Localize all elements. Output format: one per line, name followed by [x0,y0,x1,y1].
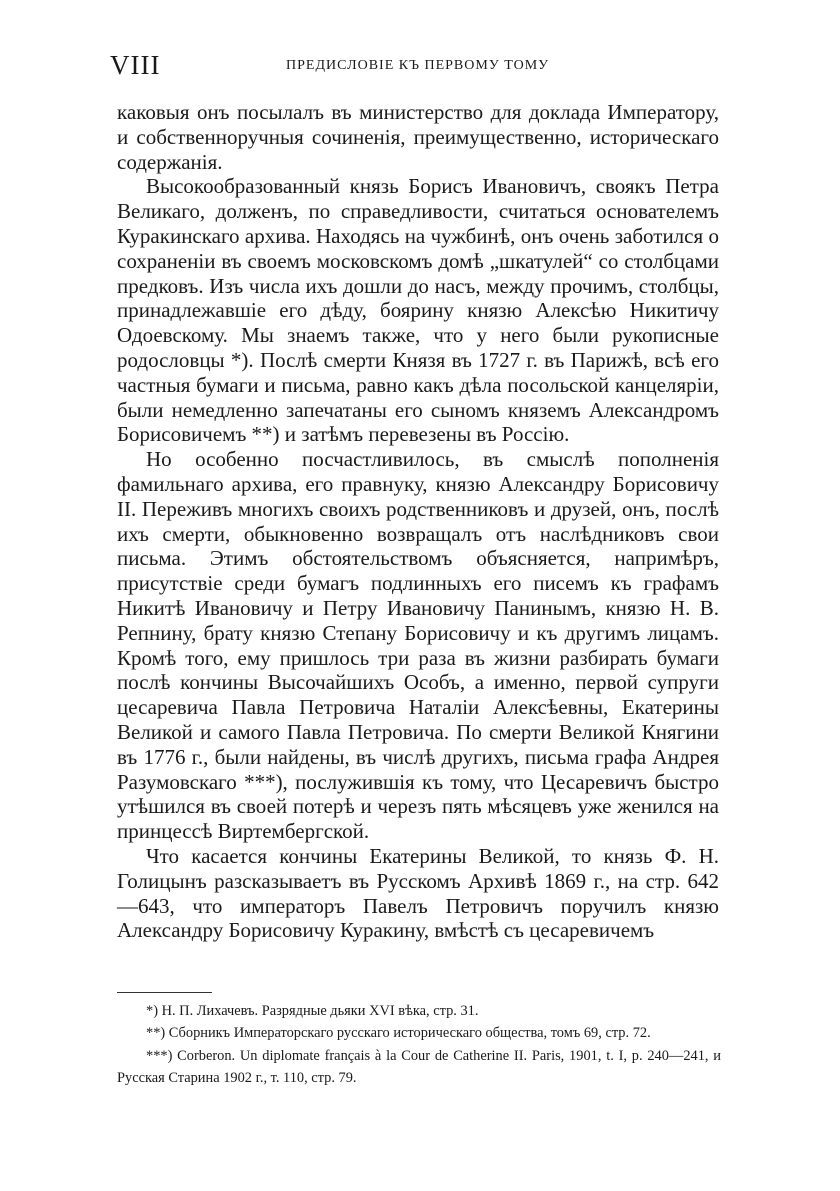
paragraph-1: каковыя онъ посылалъ въ министерство для доклада Императору, и собственноручныя сочиненія, преимущественно, историческаго содержанія. [117,100,719,174]
paragraph-3: Но особенно посчастливилось, въ смыслѣ пополненія фамильнаго архива, его правнуку, князю Александру Борисовичу II. Переживъ многихъ своихъ родственниковъ и друзей, онъ, послѣ ихъ смерти, обыкновенно возвращалъ отъ наслѣдниковъ свои письма. Этимъ обстоятельствомъ объясняется, напримѣръ, присутствіе среди бумагъ подлинныхъ его писемъ къ графамъ Никитѣ Ивановичу и Петру Ивановичу Панинымъ, князю Н. В. Репнину, брату князю Степану Борисовичу и къ другимъ лицамъ. Кромѣ того, ему пришлось три раза въ жизни разбирать бумаги послѣ кончины Высочайшихъ Особъ, а именно, первой супруги цесаревича Павла Петровича Наталіи Алексѣевны, Екатерины Великой и самого Павла Петровича. По смерти Великой Княгини въ 1776 г., были найдены, въ числѣ другихъ, письма графа Андрея Разумовскаго ***), послужившія къ тому, что Цесаревичъ быстро утѣшился въ своей потерѣ и черезъ пять мѣсяцевъ уже женился на принцессѣ Виртембергской. [117,447,719,844]
page-number: VIII [110,50,161,80]
paragraph-2: Высокообразованный князь Борисъ Ивановичъ, своякъ Петра Великаго, долженъ, по справедливости, считаться основателемъ Куракинскаго архива. Находясь на чужбинѣ, онъ очень заботился о сохраненіи въ своемъ московскомъ домѣ „шкатулей“ со столбцами предковъ. Изъ числа ихъ дошли до насъ, между прочимъ, столбцы, принадлежавшіе его дѣду, боярину князю Алексѣю Никитичу Одоевскому. Мы знаемъ также, что у него были рукописные родословцы *). Послѣ смерти Князя въ 1727 г. въ Парижѣ, всѣ его частныя бумаги и письма, равно какъ дѣла посольской канцеляріи, были немедленно запечатаны его сыномъ княземъ Александромъ Борисовичемъ **) и затѣмъ перевезены въ Россію. [117,174,719,447]
running-head: ПРЕДИСЛОВІЕ КЪ ПЕРВОМУ ТОМУ [286,58,550,73]
footnote-divider [117,992,212,993]
paragraph-4: Что касается кончины Екатерины Великой, то князь Ф. Н. Голицынъ разсказываетъ въ Русскомъ Архивѣ 1869 г., на стр. 642—643, что императоръ Павелъ Петровичъ поручилъ князю Александру Борисовичу Куракину, вмѣстѣ съ цесаревичемъ [117,843,719,943]
footnote-2: **) Сборникъ Императорскаго русскаго историческаго общества, томъ 69, стр. 72. [146,1025,651,1042]
body-text [117,100,719,943]
footnote-3: ***) Corberon. Un diplomate français à la Cour de Catherine II. Paris, 1901, t. I, p. 240—241, и Русская Старина 1902 г., т. 110, стр. 79. [117,1047,721,1086]
footnotes [117,1000,721,1089]
footnote-1: *) Н. П. Лихачевъ. Разрядные дьяки XVI вѣка, стр. 31. [146,1003,479,1019]
